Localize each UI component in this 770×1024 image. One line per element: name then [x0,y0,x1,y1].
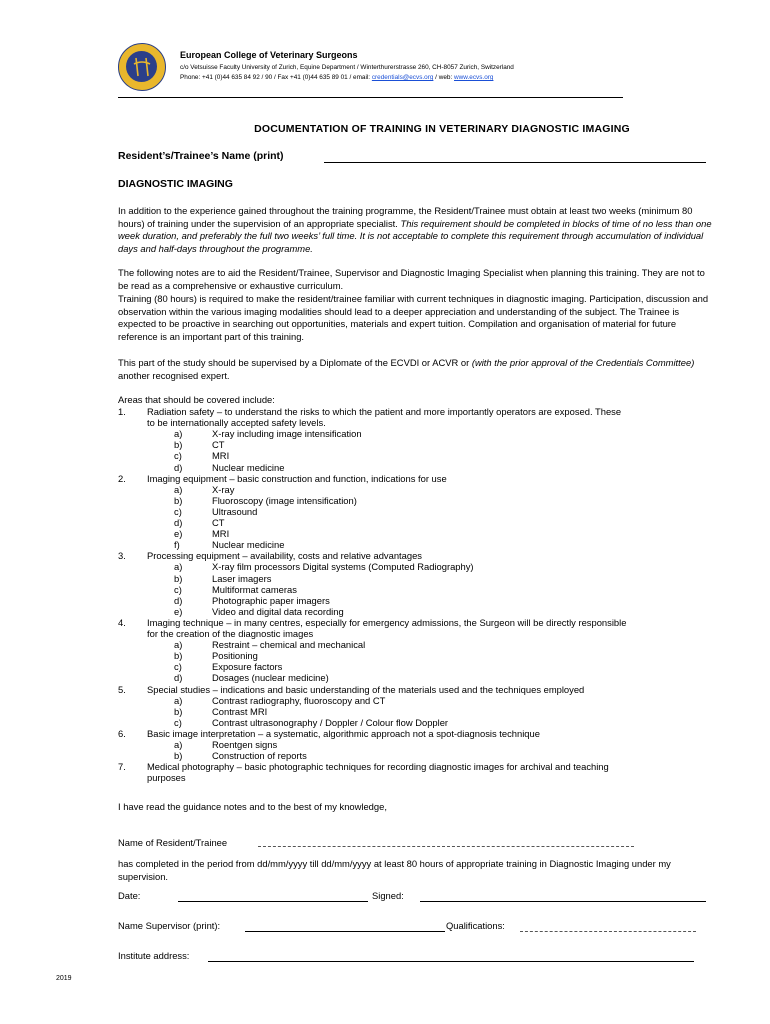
header-divider [118,97,623,98]
area-number: 5. [118,683,126,695]
sub-item-text: Ultrasound [212,505,258,517]
intro-p1-italic: This requirement should be completed in blocks of time of no less than one week duration, and preferably the full two weeks’ full time. It is not acceptable to complete this requirement through accumulation of individual days and half-days throughout the programme. [118,217,712,254]
sub-item-letter: c) [174,583,182,595]
sub-item-letter: c) [174,716,182,728]
area-text-line2: to be internationally accepted safety levels. [147,417,326,429]
resident-name-label: Resident’s/Trainee’s Name (print) [118,150,284,162]
intro-paragraph-2: The following notes are to aid the Resident/Trainee, Supervisor and Diagnostic Imaging Specialist when planning this training. They are not to be read as a comprehensive or exhaustive curriculum. [118,267,705,291]
qualifications-label: Qualifications: [446,920,505,931]
area-number: 3. [118,550,126,562]
sub-item-letter: a) [174,428,183,440]
sub-item-text: Multiformat cameras [212,583,297,595]
intro-p4-italic: (with the prior approval of the Credentials Committee) [471,357,695,368]
qualifications-field[interactable] [520,931,696,932]
sub-item-text: Exposure factors [212,661,283,673]
sub-item-text: Positioning [212,650,258,662]
area-text: Special studies – indications and basic understanding of the materials used and the techniques employed [147,683,585,695]
sub-item-letter: b) [174,650,183,662]
resident-name-field[interactable] [324,162,706,163]
document-title: DOCUMENTATION OF TRAINING IN VETERINARY DIAGNOSTIC IMAGING [254,123,630,135]
area-text: Imaging technique – in many centres, especially for emergency admissions, the Surgeon will be directly responsible [147,616,627,628]
areas-heading: Areas that should be covered include: [118,394,275,405]
web-prefix: / web: [433,74,455,81]
address-line: c/o Vetsuisse Faculty University of Zurich, Equine Department / Winterthurerstrasse 260, CH-8057 Zurich, Switzerland [180,64,514,71]
intro-p4-text: This part of the study should be supervised by a Diplomate of the ECVDI or ACVR or [118,357,472,368]
area-text: Radiation safety – to understand the risks to which the patient and more importantly operators are exposed. These [147,406,622,417]
sub-item-text: Roentgen signs [212,739,278,750]
footer-year: 2019 [56,975,72,982]
area-text: Basic image interpretation – a systematic, algorithmic approach not a spot-diagnosis technique [147,727,540,739]
contact-line [180,73,514,83]
name-resident-label: Name of Resident/Trainee [118,837,228,848]
intro-paragraph-3: Training (80 hours) is required to make the resident/trainee familiar with current techniques in diagnostic imaging. Participation, discussion and observation within the various imaging modalities should lead to a deeper appreciation and understanding of the subject. The Trainee is expected to be proactive in searching out opportunities, materials and expert tuition. Compilation and organisation of material for future reference is an important part of this training. [118,293,709,342]
sub-item-text: Video and digital data recording [212,605,344,617]
institute-label: Institute address: [118,950,190,961]
org-address [180,63,514,83]
area-number: 1. [118,406,126,417]
sub-item-text: CT [212,517,225,528]
sub-item-letter: a) [174,739,183,750]
sub-item-text: X-ray [212,483,235,495]
area-number: 7. [118,761,126,773]
email-link[interactable]: credentials@ecvs.org [371,74,434,81]
web-link[interactable]: www.ecvs.org [454,74,494,81]
sub-item-text: Contrast MRI [212,705,268,717]
section-heading: DIAGNOSTIC IMAGING [118,178,233,190]
area-number: 4. [118,616,126,628]
sub-item-letter: b) [174,572,183,584]
sub-item-text: Nuclear medicine [212,461,285,473]
org-name: European College of Veterinary Surgeons [180,50,358,60]
sub-item-letter: a) [174,639,183,651]
sub-item-text: Contrast ultrasonography / Doppler / Colour flow Doppler [212,716,449,728]
sub-item-text: X-ray film processors Digital systems (Computed Radiography) [212,561,474,573]
sub-item-letter: a) [174,561,183,573]
sub-item-text: Restraint – chemical and mechanical [212,639,366,651]
sub-item-letter: e) [174,528,183,540]
area-text: Processing equipment – availability, costs and relative advantages [147,550,422,562]
sub-item-text: Nuclear medicine [212,539,285,551]
sub-item-text: Dosages (nuclear medicine) [212,672,329,684]
sub-item-letter: a) [174,694,183,706]
area-number: 2. [118,472,126,484]
sub-item-text: CT [212,439,225,451]
contact-prefix: Phone: +41 (0)44 635 84 92 / 90 / Fax +41 (0)44 635 89 01 / email: [180,74,372,81]
sub-item-letter: d) [174,517,183,528]
sub-item-letter: d) [174,594,183,606]
supervisor-name-field[interactable] [245,931,445,932]
date-label: Date: [118,890,141,901]
area-text: Imaging equipment – basic construction and function, indications for use [147,472,447,484]
sub-item-letter: f) [174,539,180,551]
intro-p1-text: In addition to the experience gained throughout the training programme, the Resident/Trainee must obtain at least two weeks (minimum 80 hours) of training under the supervision of an appropriate specialist. [118,205,693,229]
sub-item-letter: b) [174,439,183,451]
sub-item-letter: b) [174,705,183,717]
sub-item-letter: b) [174,494,183,506]
sub-item-text: X-ray including image intensification [212,428,362,440]
signed-label: Signed: [372,890,404,901]
sub-item-text: MRI [212,528,230,540]
intro-paragraph-1 [118,205,714,255]
sub-item-letter: c) [174,450,182,462]
area-text: Medical photography – basic photographic techniques for recording diagnostic images for archival and teaching [147,761,609,773]
sub-item-text: Laser imagers [212,572,272,584]
sub-item-letter: d) [174,461,183,473]
sub-item-text: Contrast radiography, fluoroscopy and CT [212,694,386,706]
date-field[interactable] [178,901,368,902]
sub-item-text: Construction of reports [212,750,307,762]
sub-item-letter: c) [174,661,182,673]
institute-address-field[interactable] [208,961,694,962]
area-text-line2: purposes [147,772,186,784]
intro-paragraph-4 [118,357,714,382]
name-resident-field[interactable] [258,846,634,847]
sub-item-letter: a) [174,483,183,495]
area-text-line2: for the creation of the diagnostic images [147,628,314,639]
sub-item-text: Photographic paper imagers [212,594,330,606]
supervisor-label: Name Supervisor (print): [118,920,221,931]
sub-item-text: Fluoroscopy (image intensification) [212,494,357,506]
area-number: 6. [118,727,126,739]
sub-item-letter: d) [174,672,183,684]
sub-item-letter: e) [174,605,183,617]
declaration-text: I have read the guidance notes and to the best of my knowledge, [118,801,387,812]
ecvs-seal-logo [118,43,166,91]
sub-item-letter: b) [174,750,183,762]
intro-p4-end: another recognised expert. [118,369,230,381]
completed-text: has completed in the period from dd/mm/yyyy till dd/mm/yyyy at least 80 hours of appropriate training in Diagnostic Imaging under my supervision. [118,858,671,882]
sub-item-letter: c) [174,505,182,517]
sub-item-text: MRI [212,450,230,462]
signature-field[interactable] [420,901,706,902]
